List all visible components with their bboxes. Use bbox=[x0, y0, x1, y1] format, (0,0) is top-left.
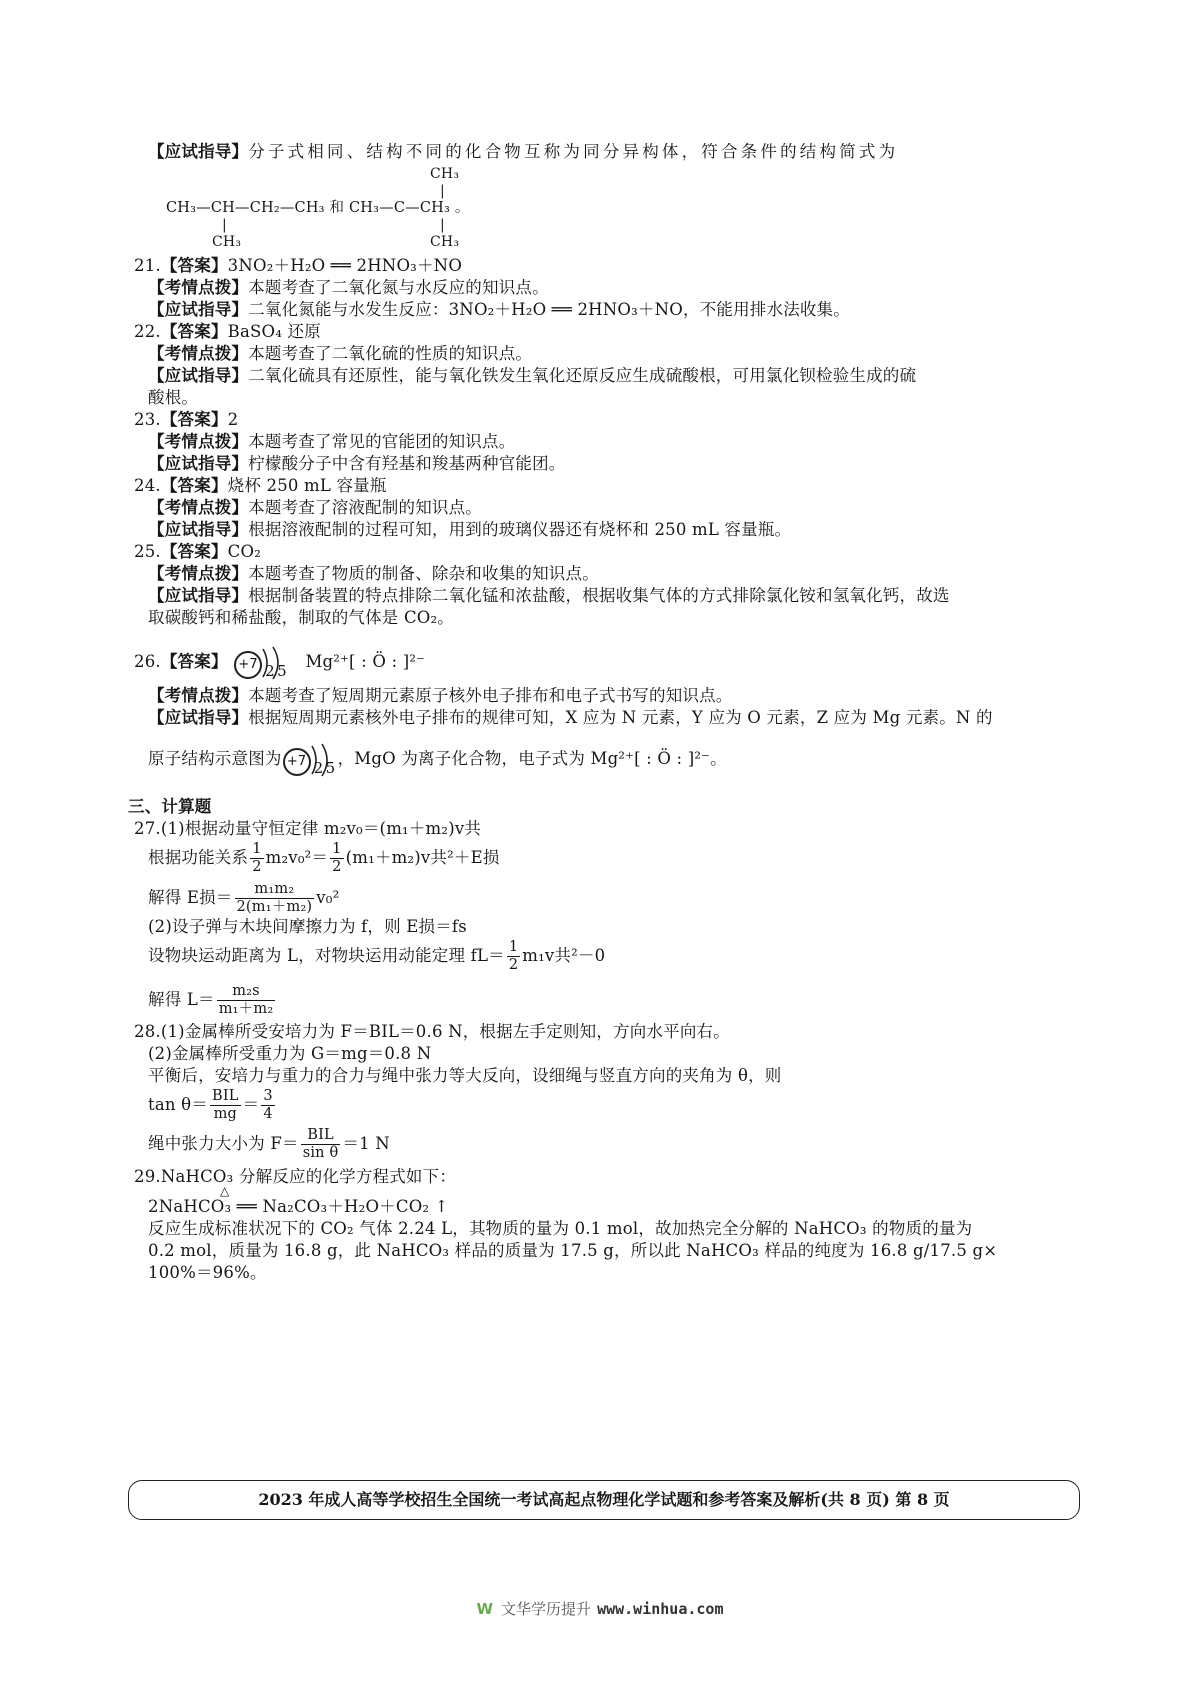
q22-point: 【考情点拨】本题考查了二氧化硫的性质的知识点。 bbox=[148, 344, 533, 363]
fraction-three-quarters: $\frac{3}{4}$ bbox=[263, 1088, 273, 1122]
q21-point: 【考情点拨】本题考查了二氧化氮与水反应的知识点。 bbox=[148, 278, 549, 297]
shell-1-electrons: 2 bbox=[313, 758, 324, 777]
q28-line-1: 28.(1)金属棒所受安培力为 F＝BIL＝0.6 N，根据左手定则知，方向水平向右。 bbox=[134, 1022, 730, 1041]
q27-line-2: 根据功能关系 $\frac{1}{2}$ m₂v₀²＝ $\frac{1}{2}$ (m₁＋m₂)v共²＋E损 bbox=[148, 841, 500, 875]
q25-guide: 【应试指导】根据制备装置的特点排除二氧化锰和浓盐酸，根据收集气体的方式排除氯化铵和氢氧化钙，故选 bbox=[148, 586, 950, 605]
watermark-brand: 文华学历提升 bbox=[501, 1600, 592, 1618]
q27-line-3: 解得 E损＝ $\frac{\text{m₁m₂}}{\text{2(m₁＋m₂)}}$ v₀² bbox=[148, 881, 340, 915]
q28-line-3: 平衡后，安培力与重力的合力与绳中张力等大反向，设细绳与竖直方向的夹角为 θ，则 bbox=[148, 1066, 782, 1085]
q28-line-4: tan θ＝ $\frac{\text{BIL}}{mg}$ ＝ $\frac{3}{4}$ bbox=[148, 1088, 273, 1122]
q24-point: 【考情点拨】本题考查了溶液配制的知识点。 bbox=[148, 498, 483, 517]
q22-guide: 【应试指导】二氧化硫具有还原性，能与氧化铁发生氧化还原反应生成硫酸根，可用氯化钡检验生成的硫 bbox=[148, 366, 917, 385]
struct-bottom-methyl-1: CH₃ bbox=[212, 234, 242, 250]
nitrogen-atom-diagram bbox=[233, 645, 289, 681]
q27-line-1: 27.(1)根据动量守恒定律 m₂v₀＝(m₁＋m₂)v共 bbox=[134, 819, 482, 838]
q22-guide-cont: 酸根。 bbox=[148, 388, 199, 407]
heat-symbol: △ bbox=[220, 1184, 230, 1198]
fraction-tension: $\frac{\text{BIL}}{\text{sin θ}}$ bbox=[302, 1127, 339, 1161]
q26-answer: 26.【答案】 +7 2 5 Mg²⁺[ : Ö : ]²⁻ bbox=[134, 644, 425, 681]
q26-guide-cont: 原子结构示意图为 +7 2 5 ，MgO 为离子化合物，电子式为 Mg²⁺[ : Ö : ]²⁻。 bbox=[148, 741, 727, 778]
q25-answer: 25.【答案】CO₂ bbox=[134, 542, 262, 561]
q23-point: 【考情点拨】本题考查了常见的官能团的知识点。 bbox=[148, 432, 516, 451]
q24-answer: 24.【答案】烧杯 250 mL 容量瓶 bbox=[134, 476, 387, 495]
q28-line-2: (2)金属棒所受重力为 G＝mg＝0.8 N bbox=[148, 1044, 432, 1063]
nitrogen-atom-diagram-2 bbox=[282, 742, 338, 778]
fraction-distance: $\frac{\text{m₂s}}{\text{m₁＋m₂}}$ bbox=[218, 983, 274, 1017]
q27-line-6: 解得 L＝ $\frac{\text{m₂s}}{\text{m₁＋m₂}}$ bbox=[148, 983, 274, 1017]
shell-2-electrons: 5 bbox=[277, 661, 287, 680]
winhua-logo-icon: W bbox=[476, 1600, 494, 1618]
fraction-energy: $\frac{\text{m₁m₂}}{\text{2(m₁＋m₂)}}$ bbox=[236, 881, 313, 915]
struct-bond-down-1: | bbox=[222, 217, 227, 233]
page-footer bbox=[128, 1480, 1080, 1520]
nucleus: +7 bbox=[283, 748, 311, 776]
section-title-calculation: 三、计算题 bbox=[128, 797, 212, 816]
fraction-tan: $\frac{\text{BIL}}{mg}$ bbox=[211, 1088, 239, 1122]
fraction-half: $\frac{1}{2}$ bbox=[332, 841, 342, 875]
q27-line-4: (2)设子弹与木块间摩擦力为 f，则 E损＝fs bbox=[148, 917, 467, 936]
q29-line-1: 29.NaHCO₃ 分解反应的化学方程式如下： bbox=[134, 1167, 457, 1186]
q25-guide-cont: 取碳酸钙和稀盐酸，制取的气体是 CO₂。 bbox=[148, 608, 455, 627]
shell-1-electrons: 2 bbox=[265, 661, 275, 680]
watermark-url: www.winhua.com bbox=[597, 1600, 724, 1618]
nucleus: +7 bbox=[234, 651, 262, 679]
q22-answer: 22.【答案】BaSO₄ 还原 bbox=[134, 322, 321, 341]
struct-bond-down-2: | bbox=[440, 217, 445, 233]
struct-main-line: CH₃—CH—CH₂—CH₃ 和 CH₃—C—CH₃ 。 bbox=[166, 200, 470, 216]
mgo-electron-formula: Mg²⁺[ : Ö : ]²⁻ bbox=[305, 652, 426, 671]
q29-line-2: 反应生成标准状况下的 CO₂ 气体 2.24 L，其物质的量为 0.1 mol，故加热完全分解的 NaHCO₃ 的物质的量为 bbox=[148, 1219, 973, 1238]
q28-line-5: 绳中张力大小为 F＝ $\frac{\text{BIL}}{\text{sin θ}}$ ＝1 N bbox=[148, 1127, 390, 1161]
q29-equation: 2NaHCO₃ ══ Na₂CO₃＋H₂O＋CO₂ ↑ bbox=[148, 1197, 449, 1216]
q25-point: 【考情点拨】本题考查了物质的制备、除杂和收集的知识点。 bbox=[148, 564, 599, 583]
q20-guide: 【应试指导】分子式相同、结构不同的化合物互称为同分异构体，符合条件的结构简式为 bbox=[148, 142, 899, 161]
shell-2-electrons: 5 bbox=[325, 758, 336, 777]
struct-top-methyl: CH₃ bbox=[430, 166, 460, 182]
struct-bottom-methyl-2: CH₃ bbox=[430, 234, 460, 250]
q23-guide: 【应试指导】柠檬酸分子中含有羟基和羧基两种官能团。 bbox=[148, 454, 566, 473]
fraction-half: $\frac{1}{2}$ bbox=[252, 841, 262, 875]
q29-line-4: 100%＝96%。 bbox=[148, 1263, 267, 1282]
struct-bond-up: | bbox=[440, 183, 445, 199]
q21-guide: 【应试指导】二氧化氮能与水发生反应：3NO₂＋H₂O ══ 2HNO₃＋NO，不能用排水法收集。 bbox=[148, 300, 850, 319]
fraction-half: $\frac{1}{2}$ bbox=[508, 939, 519, 973]
q23-answer: 23.【答案】2 bbox=[134, 410, 239, 429]
footer-text: 2023 年成人高等学校招生全国统一考试高起点物理化学试题和参考答案及解析(共 8 页) 第 8 页 bbox=[258, 1490, 950, 1509]
q21-answer: 21.【答案】3NO₂＋H₂O ══ 2HNO₃＋NO bbox=[134, 256, 463, 275]
q29-line-3: 0.2 mol，质量为 16.8 g，此 NaHCO₃ 样品的质量为 17.5 g，所以此 NaHCO₃ 样品的纯度为 16.8 g/17.5 g× bbox=[148, 1241, 998, 1260]
q26-point: 【考情点拨】本题考查了短周期元素原子核外电子排布和电子式书写的知识点。 bbox=[148, 686, 733, 705]
q24-guide: 【应试指导】根据溶液配制的过程可知，用到的玻璃仪器还有烧杯和 250 mL 容量瓶。 bbox=[148, 520, 792, 539]
q26-guide: 【应试指导】根据短周期元素核外电子排布的规律可知，X 应为 N 元素，Y 应为 O 元素，Z 应为 Mg 元素。N 的 bbox=[148, 708, 993, 727]
q27-line-5: 设物块运动距离为 L，对物块运用动能定理 fL＝ $\frac{1}{2}$ m₁v共²－0 bbox=[148, 939, 606, 973]
watermark bbox=[0, 1598, 1200, 1619]
